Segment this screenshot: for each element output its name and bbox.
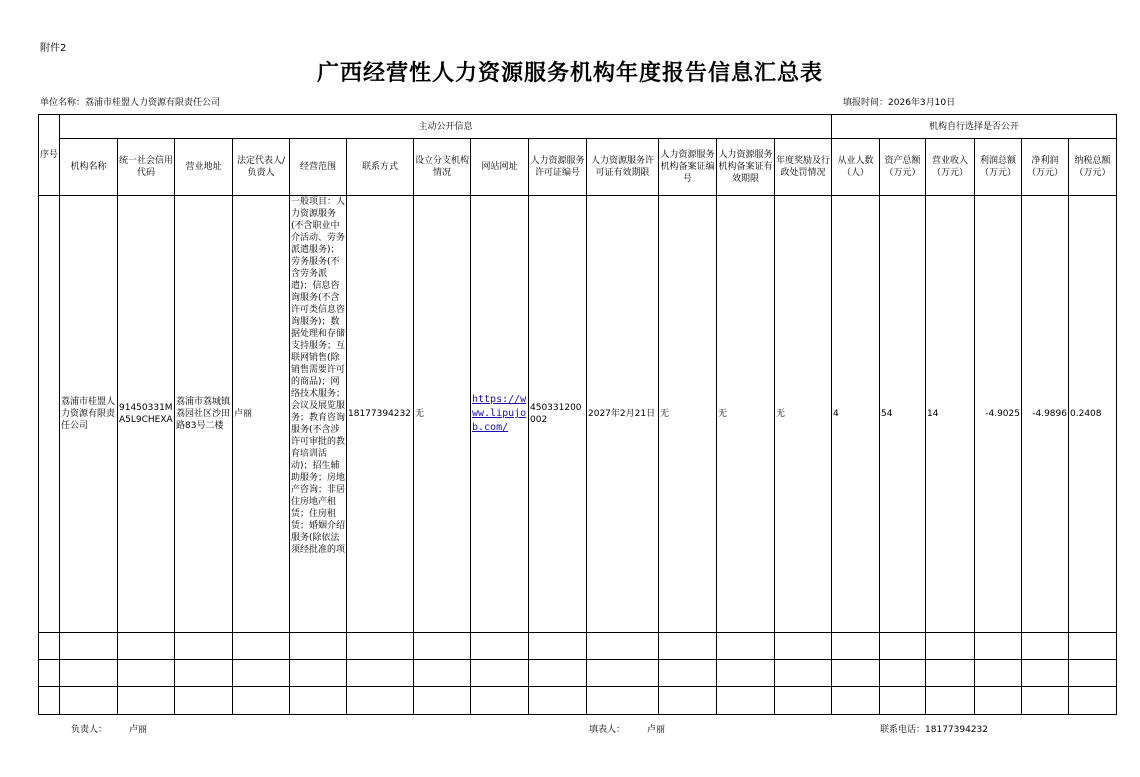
empty-row xyxy=(39,633,1117,660)
empty-row xyxy=(39,687,1117,715)
fill-date-value: 2026年3月10日 xyxy=(888,98,956,108)
col-header-license-valid: 人力资源服务许可证有效期限 xyxy=(587,139,659,196)
col-header-record-valid: 人力资源服务机构备案证有效期限 xyxy=(717,139,775,196)
col-header-website: 网站网址 xyxy=(471,139,529,196)
employees-cell: 4 xyxy=(832,196,880,633)
address-cell: 荔浦市荔城镇荔园社区沙田路83号二楼 xyxy=(175,196,233,633)
revenue-cell: 14 xyxy=(926,196,975,633)
scope-cell xyxy=(290,196,347,633)
footer-filler-value: 卢丽 xyxy=(647,725,666,735)
credit-code-cell: 91450331MA5L9CHEXA xyxy=(118,196,175,633)
unit-line xyxy=(40,95,220,108)
license-valid-cell: 2027年2月21日 xyxy=(587,196,659,633)
col-header-employees: 从业人数（人） xyxy=(832,139,880,196)
col-header-address: 营业地址 xyxy=(175,139,233,196)
unit-value: 荔浦市桂盟人力资源有限责任公司 xyxy=(85,98,221,108)
col-header-org-name: 机构名称 xyxy=(60,139,118,196)
public-info-header: 主动公开信息 xyxy=(60,115,832,139)
col-header-tax: 纳税总额（万元） xyxy=(1069,139,1117,196)
col-header-total-assets: 资产总额（万元） xyxy=(880,139,926,196)
fill-date-line xyxy=(843,95,955,108)
award-penalty-cell: 无 xyxy=(775,196,832,633)
col-header-legal-rep: 法定代表人/负责人 xyxy=(233,139,290,196)
col-header-license-no: 人力资源服务许可证编号 xyxy=(529,139,587,196)
total-assets-cell: 54 xyxy=(880,196,926,633)
footer-phone xyxy=(880,722,988,735)
net-profit-cell: -4.9896 xyxy=(1022,196,1069,633)
attachment-label: 附件2 xyxy=(40,43,67,54)
seq-cell xyxy=(39,196,60,633)
optional-info-header: 机构自行选择是否公开 xyxy=(832,115,1117,139)
footer-filler-label: 填表人： xyxy=(589,725,626,735)
footer-head-label: 负责人： xyxy=(71,725,108,735)
scope-text: 一般项目：人力资源服务(不含职业中介活动、劳务派遣服务)；劳务服务(不含劳务派遣)；信息咨询服务(不含许可类信息咨询服务)；数据处理和存储支持服务；互联网销售(除销售需要许可的商品)；网络技术服务；会议及展览服务；教育咨询服务(不含涉许可审批的教育培训活动)；招生辅助服务；房地产咨询；非居住房地产租赁；住房租赁；婚姻介绍服务(除依法须经批准的项 xyxy=(291,197,345,555)
col-header-award-penalty: 年度奖励及行政处罚情况 xyxy=(775,139,832,196)
website-cell xyxy=(471,196,529,633)
footer-head-value: 卢丽 xyxy=(129,725,148,735)
col-header-branch: 设立分支机构情况 xyxy=(414,139,471,196)
col-header-record-no: 人力资源服务机构备案证编号 xyxy=(659,139,717,196)
col-header-total-profit: 利润总额（万元） xyxy=(975,139,1022,196)
footer-phone-label: 联系电话： xyxy=(880,725,926,735)
col-header-revenue: 营业收入（万元） xyxy=(926,139,975,196)
table-row xyxy=(39,196,1117,633)
branch-cell: 无 xyxy=(414,196,471,633)
contact-cell: 18177394232 xyxy=(347,196,414,633)
seq-header: 序号 xyxy=(39,115,60,196)
record-valid-cell: 无 xyxy=(717,196,775,633)
legal-rep-cell: 卢丽 xyxy=(233,196,290,633)
unit-label: 单位名称： xyxy=(40,98,86,108)
col-header-contact: 联系方式 xyxy=(347,139,414,196)
summary-table xyxy=(38,114,1117,715)
org-name-cell: 荔浦市桂盟人力资源有限责任公司 xyxy=(60,196,118,633)
fill-date-label: 填报时间： xyxy=(843,98,889,108)
record-no-cell: 无 xyxy=(659,196,717,633)
footer-head xyxy=(71,722,147,735)
col-header-scope: 经营范围 xyxy=(290,139,347,196)
footer-phone-value: 18177394232 xyxy=(925,725,989,735)
license-no-cell: 450331200002 xyxy=(529,196,587,633)
website-link[interactable]: https://www.lipujob.com/ xyxy=(472,394,527,433)
col-header-net-profit: 净利润（万元） xyxy=(1022,139,1069,196)
footer-filler xyxy=(589,722,665,735)
tax-cell: 0.2408 xyxy=(1069,196,1117,633)
total-profit-cell: -4.9025 xyxy=(975,196,1022,633)
page-title: 广西经营性人力资源服务机构年度报告信息汇总表 xyxy=(316,61,823,86)
col-header-credit-code: 统一社会信用代码 xyxy=(118,139,175,196)
empty-row xyxy=(39,660,1117,687)
